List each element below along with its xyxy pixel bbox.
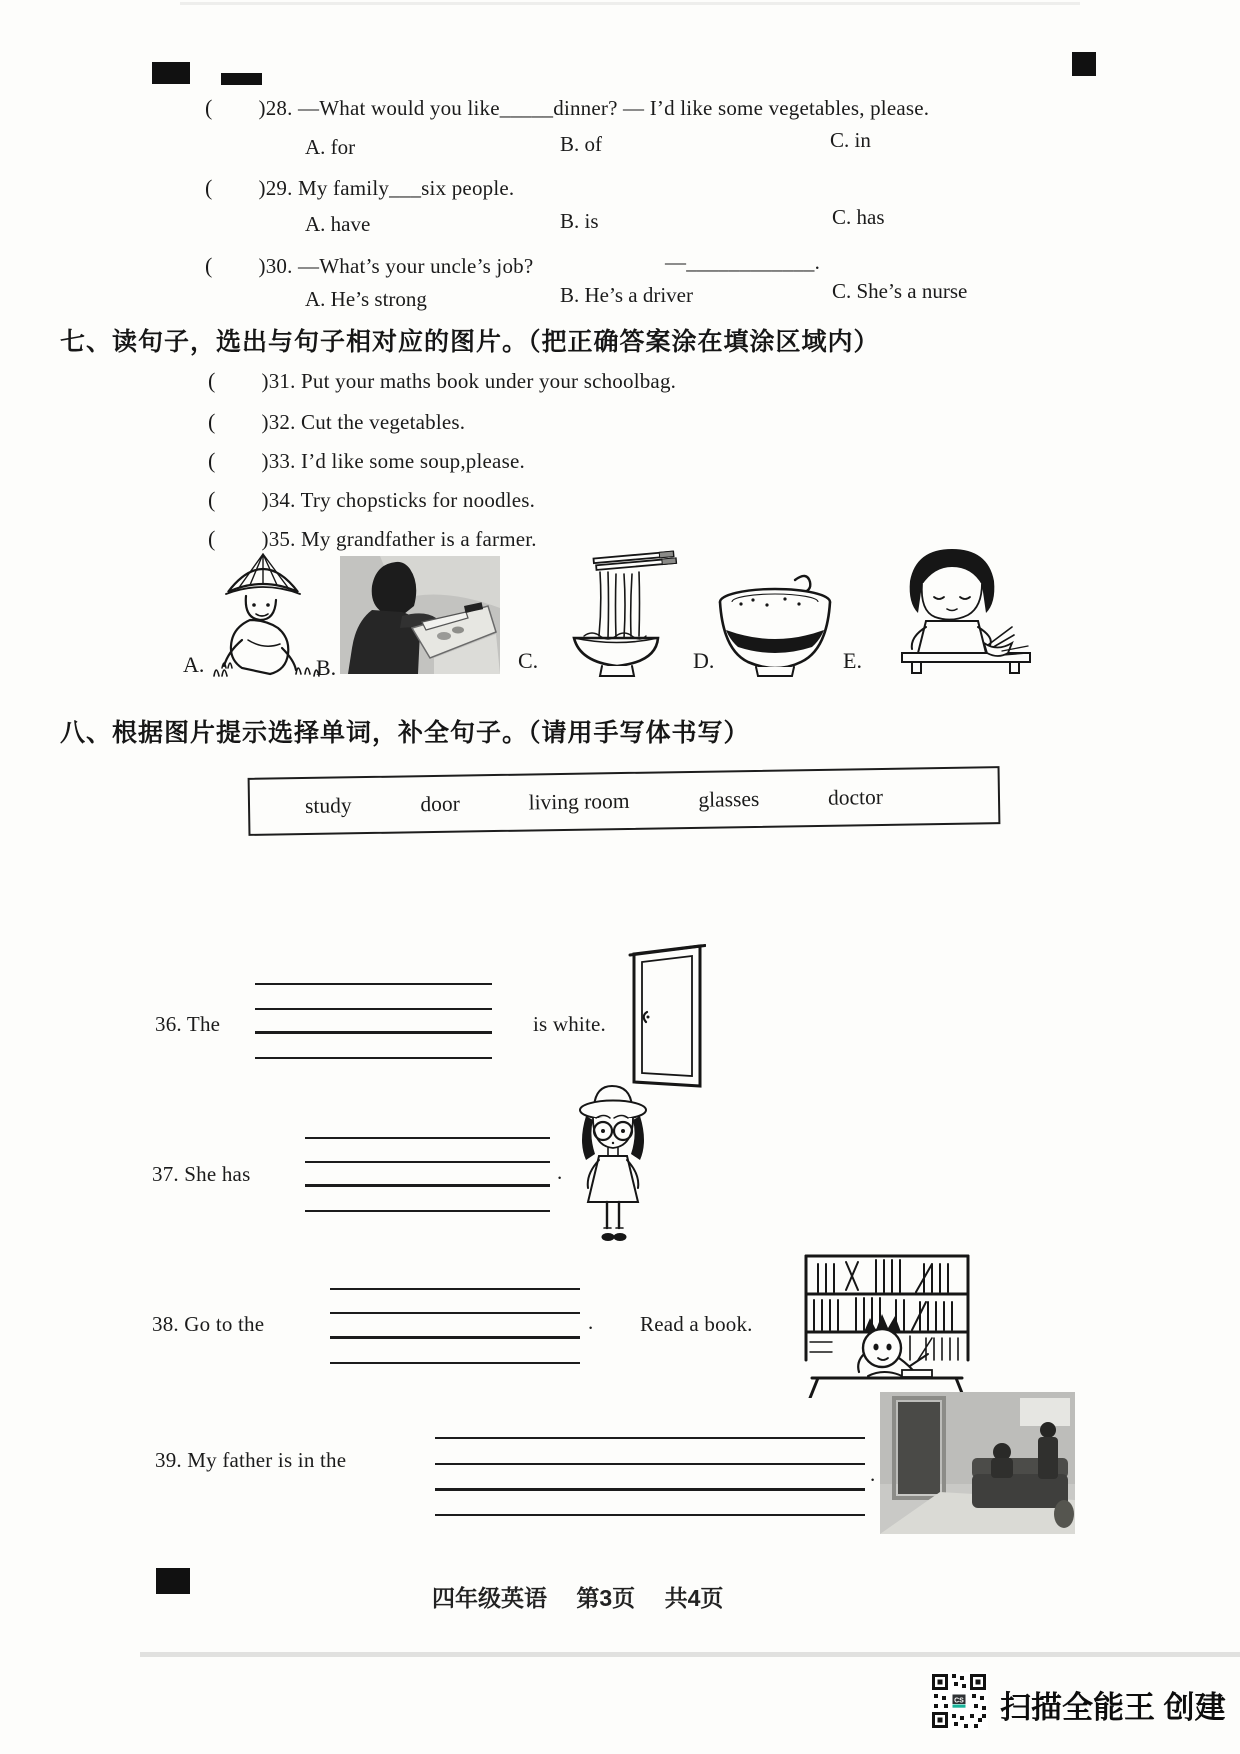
- picture-d-soup-bowl-icon: [705, 572, 845, 684]
- section8-title: 八、根据图片提示选择单词，补全句子。（请用手写体书写）: [60, 719, 750, 747]
- scan-mark-bottom-left: [156, 1568, 190, 1594]
- word-bank-word-doctor: doctor: [827, 784, 884, 810]
- question-28: [205, 95, 929, 121]
- q30-option-c: C. She’s a nurse: [832, 279, 968, 303]
- question-30: [205, 253, 533, 279]
- page-footer: 四年级英语 第3页 共4页: [432, 1585, 724, 1611]
- answer-paren: (: [208, 368, 216, 393]
- section7-title: 七、读句子，选出与句子相对应的图片。（把正确答案涂在填涂区域内）: [60, 328, 880, 356]
- question-29-stem: )29. My family___six people.: [258, 176, 515, 200]
- word-bank-box: [248, 766, 1001, 836]
- q30-option-a: A. He’s strong: [305, 287, 427, 311]
- q29-option-c: C. has: [832, 205, 885, 229]
- answer-paren: (: [208, 409, 216, 434]
- picture-label-d: D.: [693, 648, 715, 673]
- writing-guide-line: [255, 1031, 492, 1034]
- q38-period: .: [588, 1310, 594, 1334]
- q36-text-after: is white.: [533, 1012, 606, 1036]
- writing-guide-line: [255, 983, 492, 985]
- question-32-text: )32. Cut the vegetables.: [261, 410, 466, 434]
- writing-guide-line: [435, 1437, 865, 1439]
- q39-text-before: 39. My father is in the: [155, 1448, 347, 1472]
- q29-option-a: A. have: [305, 212, 371, 236]
- picture-c-noodles-bowl-icon: [540, 550, 690, 682]
- question-33-text: )33. I’d like some soup,please.: [261, 449, 525, 473]
- writing-guide-line: [305, 1161, 550, 1163]
- scan-streak-artifact: [140, 1652, 1240, 1657]
- q37-text-before: 37. She has: [152, 1162, 251, 1186]
- writing-guide-line: [435, 1463, 865, 1465]
- answer-paren: (: [208, 487, 216, 512]
- word-bank-word-glasses: glasses: [698, 786, 760, 812]
- question-30-stem: )30. —What’s your uncle’s job?: [258, 254, 534, 278]
- word-bank-word-study: study: [304, 792, 352, 818]
- q37-writing-guide: [305, 1137, 550, 1212]
- writing-guide-line: [330, 1362, 580, 1364]
- question-35-text: )35. My grandfather is a farmer.: [261, 527, 537, 551]
- word-bank-word-living-room: living room: [528, 788, 630, 814]
- q37-girl-glasses-picture: [558, 1082, 666, 1250]
- question-34-text: )34. Try chopsticks for noodles.: [261, 488, 536, 512]
- picture-label-b: B.: [316, 655, 337, 680]
- scan-mark-top-right: [1072, 52, 1096, 76]
- answer-paren: (: [208, 526, 216, 551]
- question-33: [208, 448, 525, 474]
- answer-paren: (: [205, 95, 213, 120]
- q38-study-picture: [798, 1246, 976, 1398]
- writing-guide-line: [330, 1336, 580, 1339]
- q28-option-a: A. for: [305, 135, 356, 159]
- question-34: [208, 487, 535, 513]
- scanner-logo-cs: CS: [954, 1697, 964, 1705]
- q28-option-b: B. of: [560, 132, 602, 156]
- writing-guide-line: [305, 1137, 550, 1139]
- answer-paren: (: [208, 448, 216, 473]
- q36-door-picture: [628, 942, 706, 1090]
- writing-guide-line: [330, 1288, 580, 1290]
- scan-mark-top-left-1: [152, 62, 190, 84]
- q36-text-before: 36. The: [155, 1012, 221, 1036]
- picture-b-cutting-vegetables-photo: [340, 556, 500, 674]
- q38-text-before: 38. Go to the: [152, 1312, 265, 1336]
- writing-guide-line: [305, 1184, 550, 1187]
- q30-option-b: B. He’s a driver: [560, 283, 693, 307]
- scan-mark-top-left-2: [221, 73, 262, 85]
- writing-guide-line: [255, 1057, 492, 1059]
- picture-label-c: C.: [518, 648, 539, 673]
- q39-living-room-photo: [880, 1392, 1075, 1534]
- question-29: [205, 175, 514, 201]
- writing-guide-line: [255, 1008, 492, 1010]
- q38-writing-guide: [330, 1288, 580, 1364]
- scanner-watermark-text: 扫描全能王 创建: [1000, 1690, 1226, 1725]
- word-bank-word-door: door: [420, 791, 461, 816]
- picture-e-girl-eating-icon: [868, 545, 1036, 685]
- q39-period: .: [870, 1462, 876, 1486]
- writing-guide-line: [435, 1488, 865, 1491]
- answer-paren: (: [205, 175, 213, 200]
- q39-writing-guide: [435, 1437, 865, 1515]
- q36-writing-guide: [255, 983, 492, 1059]
- writing-guide-line: [305, 1210, 550, 1212]
- scanner-qr-code: [930, 1672, 988, 1730]
- scan-streak-top: [180, 2, 1080, 5]
- q30-answer-blank: —____________.: [665, 250, 821, 274]
- question-28-stem: )28. —What would you like_____dinner? — I’d like some vegetables, please.: [258, 96, 930, 120]
- q28-option-c: C. in: [830, 128, 871, 152]
- q38-text-after: Read a book.: [640, 1312, 753, 1336]
- writing-guide-line: [330, 1312, 580, 1314]
- picture-label-e: E.: [843, 648, 862, 673]
- picture-a-farmer-icon: [200, 548, 326, 682]
- question-31-text: )31. Put your maths book under your schoolbag.: [261, 369, 677, 393]
- writing-guide-line: [435, 1514, 865, 1516]
- q37-period: .: [557, 1160, 563, 1184]
- picture-label-a: A.: [183, 652, 205, 677]
- q29-option-b: B. is: [560, 209, 599, 233]
- question-32: [208, 409, 465, 435]
- answer-paren: (: [205, 253, 213, 278]
- question-31: [208, 368, 676, 394]
